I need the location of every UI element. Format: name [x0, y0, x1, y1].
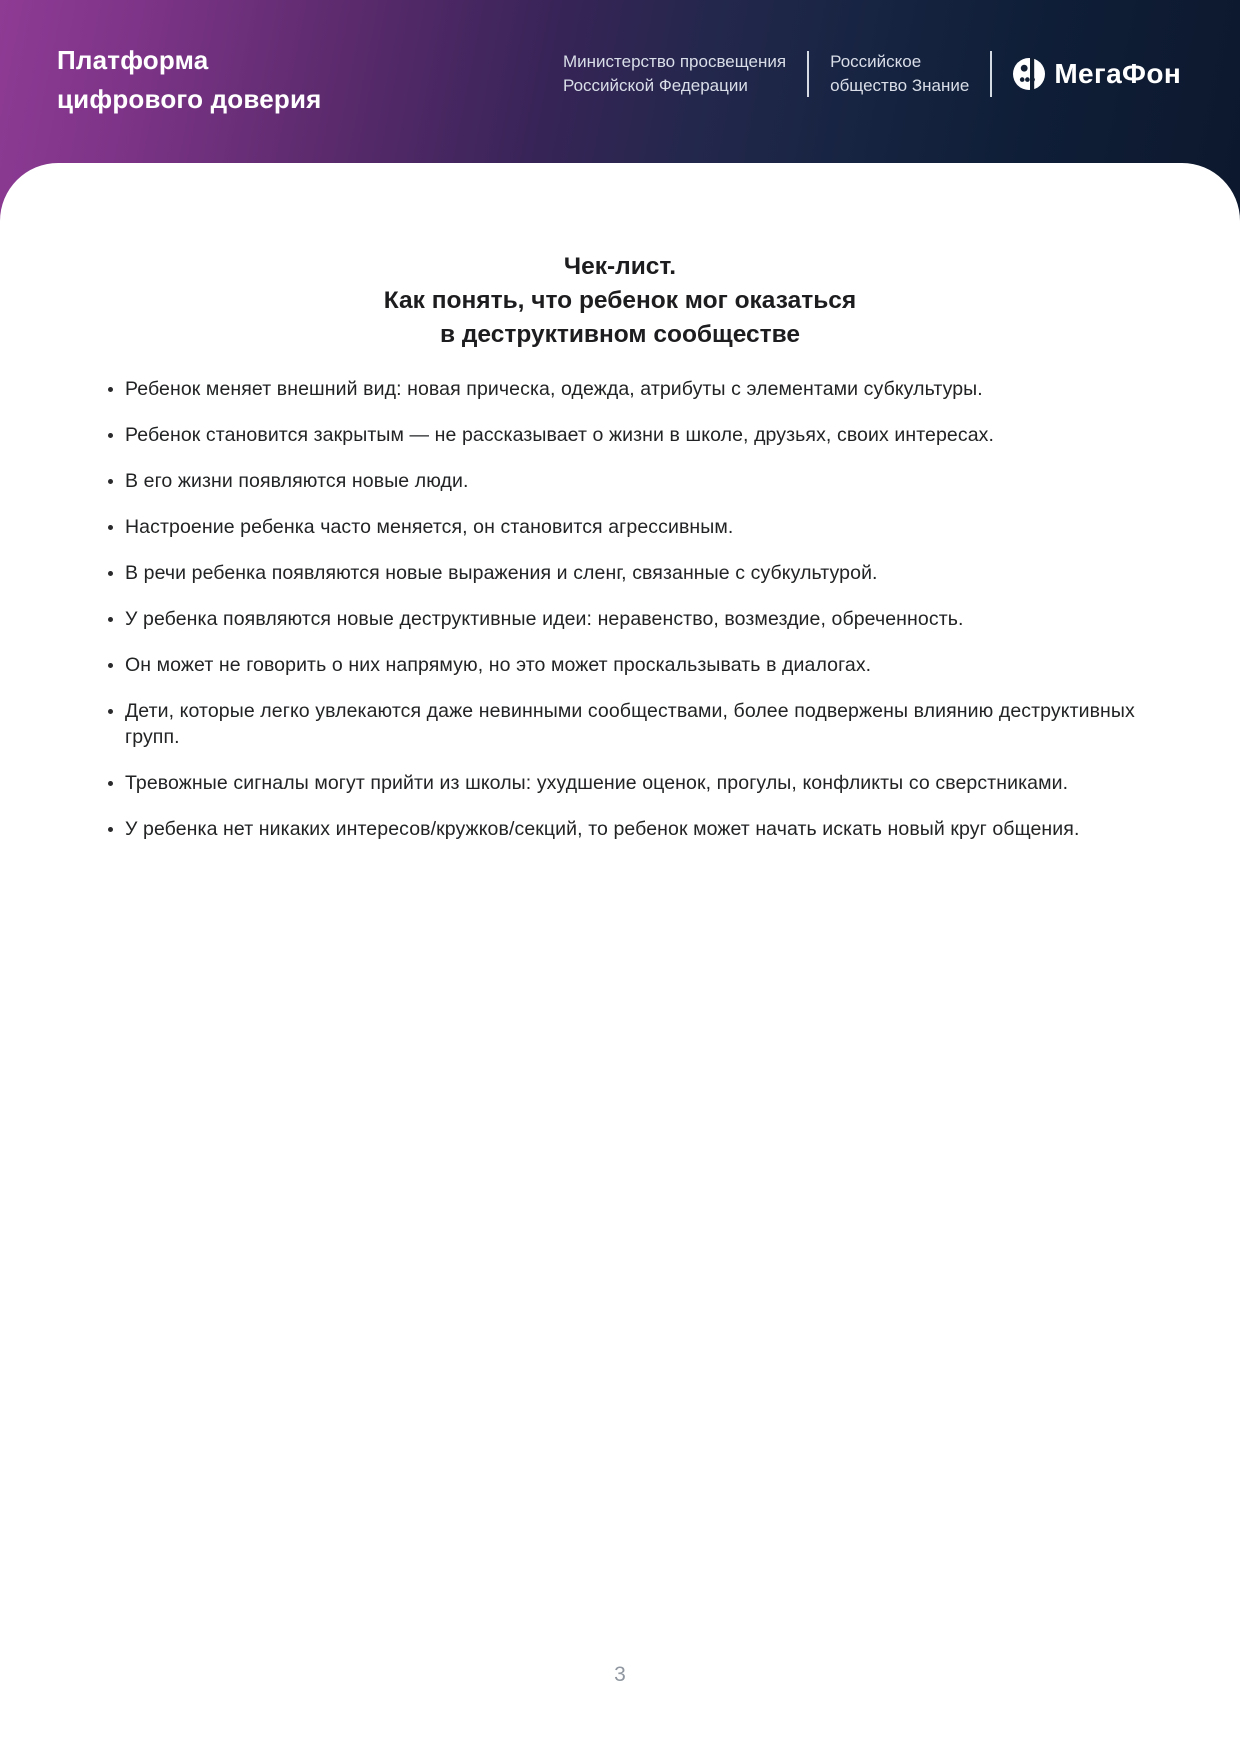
checklist-item: У ребенка появляются новые деструктивные идеи: неравенство, возмездие, обреченность. [125, 606, 1137, 632]
checklist-item: Ребенок меняет внешний вид: новая прическа, одежда, атрибуты с элементами субкультуры. [125, 376, 1137, 402]
brand-title-line2: цифрового доверия [57, 84, 322, 114]
checklist [125, 376, 1137, 842]
divider [990, 51, 992, 97]
checklist-item: Настроение ребенка часто меняется, он становится агрессивным. [125, 514, 1137, 540]
page-title-line1: Чек-лист. [563, 253, 677, 280]
brand-title [57, 41, 322, 119]
document-sheet [0, 163, 1240, 1755]
partner-ministry-line1: Министерство просвещения [563, 52, 787, 71]
page-number: 3 [614, 1663, 626, 1686]
megafon-logo-icon [1013, 58, 1045, 90]
partner-ministry [563, 50, 786, 98]
partner-ministry-line2: Российской Федерации [563, 76, 748, 95]
page-title-line3: в деструктивном сообществе [439, 321, 801, 348]
megafon-logo [1013, 58, 1181, 90]
checklist-item: В его жизни появляются новые люди. [125, 468, 1137, 494]
checklist-item: Он может не говорить о них напрямую, но это может проскальзывать в диалогах. [125, 652, 1137, 678]
megafon-wordmark: МегаФон [1054, 58, 1182, 89]
checklist-item: В речи ребенка появляются новые выражения и сленг, связанные с субкультурой. [125, 560, 1137, 586]
checklist-item: Тревожные сигналы могут прийти из школы: ухудшение оценок, прогулы, конфликты со сверстниками. [125, 770, 1137, 796]
page-title [0, 250, 1240, 352]
brand-title-line1: Платформа [57, 45, 209, 75]
checklist-item: Дети, которые легко увлекаются даже невинными сообществами, более подвержены влиянию деструктивных групп. [125, 698, 1137, 750]
partner-znanie-line1: Российское [830, 52, 922, 71]
divider [807, 51, 809, 97]
partner-znanie-line2: общество Знание [830, 76, 970, 95]
header-partner-block [563, 46, 1181, 102]
checklist-item: У ребенка нет никаких интересов/кружков/секций, то ребенок может начать искать новый круг общения. [125, 816, 1137, 842]
page-title-line2: Как понять, что ребенок мог оказаться [383, 287, 857, 314]
checklist-item: Ребенок становится закрытым — не рассказывает о жизни в школе, друзьях, своих интересах. [125, 422, 1137, 448]
partner-znanie [830, 50, 969, 98]
